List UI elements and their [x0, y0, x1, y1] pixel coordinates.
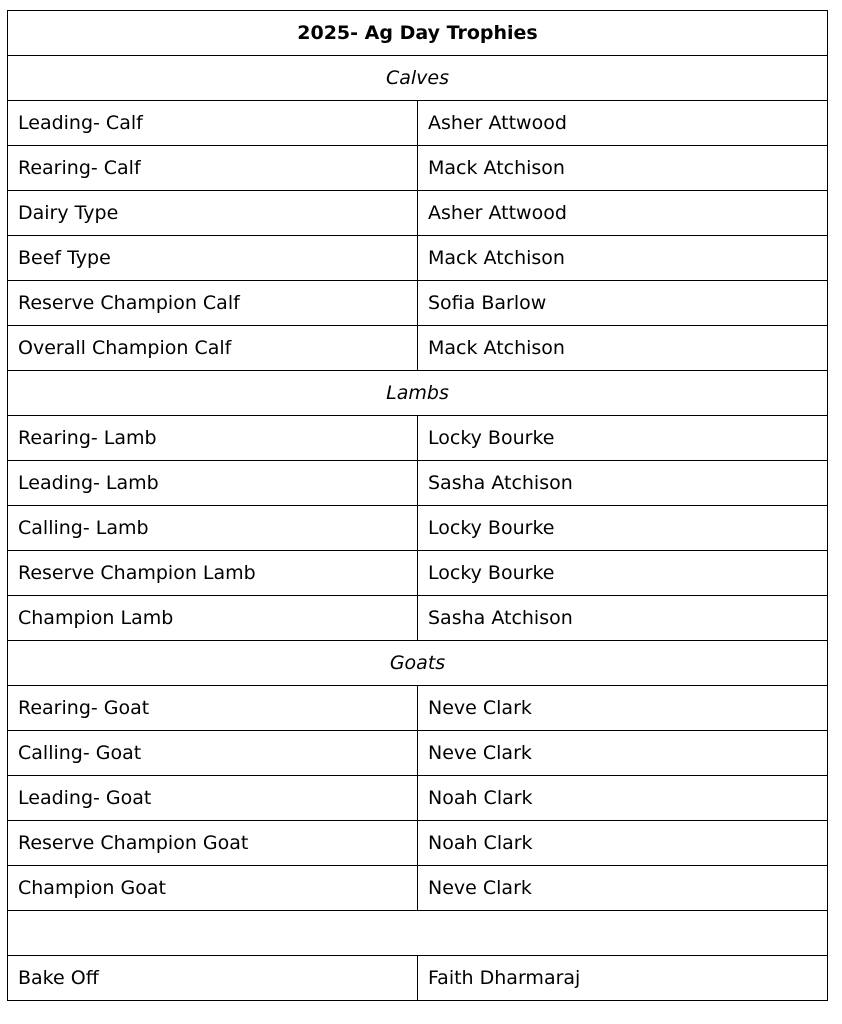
table-row	[8, 506, 828, 551]
award-name: Rearing- Goat	[8, 686, 418, 731]
award-name: Rearing- Calf	[8, 146, 418, 191]
winner-name: Mack Atchison	[418, 236, 828, 281]
winner-name: Neve Clark	[418, 686, 828, 731]
table-row	[8, 551, 828, 596]
winner-name: Sofia Barlow	[418, 281, 828, 326]
winner-name: Asher Attwood	[418, 101, 828, 146]
table-title: 2025- Ag Day Trophies	[8, 11, 828, 56]
table-row	[8, 731, 828, 776]
table-row	[8, 191, 828, 236]
table-row	[8, 416, 828, 461]
winner-name: Mack Atchison	[418, 146, 828, 191]
section-row-lambs	[8, 371, 828, 416]
award-name: Leading- Lamb	[8, 461, 418, 506]
winner-name: Sasha Atchison	[418, 461, 828, 506]
award-name: Leading- Calf	[8, 101, 418, 146]
winner-name: Locky Bourke	[418, 506, 828, 551]
table-row	[8, 326, 828, 371]
blank-row	[8, 911, 828, 956]
winner-name: Noah Clark	[418, 821, 828, 866]
winner-name: Neve Clark	[418, 731, 828, 776]
winner-name: Noah Clark	[418, 776, 828, 821]
table-row	[8, 281, 828, 326]
table-row	[8, 461, 828, 506]
award-name: Reserve Champion Calf	[8, 281, 418, 326]
winner-name: Faith Dharmaraj	[418, 956, 828, 1001]
award-name: Bake Off	[8, 956, 418, 1001]
section-row-calves	[8, 56, 828, 101]
award-name: Rearing- Lamb	[8, 416, 418, 461]
winner-name: Asher Attwood	[418, 191, 828, 236]
table-row	[8, 866, 828, 911]
winner-name: Mack Atchison	[418, 326, 828, 371]
winner-name: Locky Bourke	[418, 416, 828, 461]
section-heading-lambs: Lambs	[8, 371, 828, 416]
table-row	[8, 101, 828, 146]
table-row	[8, 146, 828, 191]
table-row	[8, 596, 828, 641]
title-row	[8, 11, 828, 56]
award-name: Champion Goat	[8, 866, 418, 911]
award-name: Champion Lamb	[8, 596, 418, 641]
table-row	[8, 821, 828, 866]
blank-cell	[8, 911, 828, 956]
winner-name: Locky Bourke	[418, 551, 828, 596]
trophies-table	[7, 10, 828, 1001]
award-name: Reserve Champion Lamb	[8, 551, 418, 596]
section-heading-goats: Goats	[8, 641, 828, 686]
award-name: Calling- Goat	[8, 731, 418, 776]
table-row	[8, 236, 828, 281]
winner-name: Sasha Atchison	[418, 596, 828, 641]
table-row	[8, 956, 828, 1001]
table-row	[8, 776, 828, 821]
winner-name: Neve Clark	[418, 866, 828, 911]
award-name: Leading- Goat	[8, 776, 418, 821]
award-name: Reserve Champion Goat	[8, 821, 418, 866]
section-row-goats	[8, 641, 828, 686]
award-name: Beef Type	[8, 236, 418, 281]
award-name: Overall Champion Calf	[8, 326, 418, 371]
table-row	[8, 686, 828, 731]
award-name: Dairy Type	[8, 191, 418, 236]
section-heading-calves: Calves	[8, 56, 828, 101]
award-name: Calling- Lamb	[8, 506, 418, 551]
